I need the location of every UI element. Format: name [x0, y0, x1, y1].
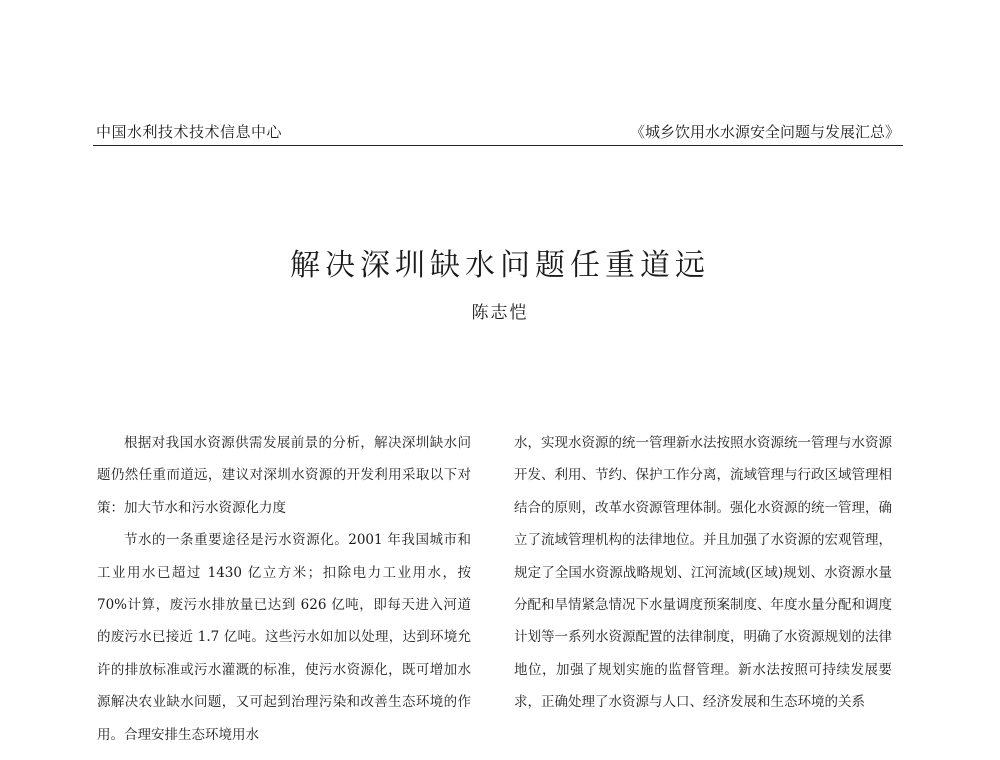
article-author: 陈志恺 — [471, 303, 529, 323]
body-column-right — [514, 427, 892, 760]
paragraph: 根据对我国水资源供需发展前景的分析，解决深圳缺水问题仍然任重而道远，建议对深圳水资源的开发利用采取以下对策：加大节水和污水资源化力度 — [97, 435, 471, 516]
header-rule — [93, 145, 903, 146]
running-header-right: 《城乡饮用水水源安全问题与发展汇总》 — [629, 123, 900, 141]
paragraph: 节水的一条重要途径是污水资源化。2001 年我国城市和工业用水已超过 1430 亿立方米；扣除电力工业用水，按 70%计算，废污水排放量已达到 626 亿吨，即每天进入河道的废污水已接近 1.7 亿吨。这些污水如加以处理，达到环境允许的排放标准或污水灌溉的标准，使污水资源化，既可增加水源解决农业缺水问题，又可起到治理污染和改善生态环境的作用。合理安排生态环境用水 — [97, 532, 471, 743]
article-title: 解决深圳缺水问题任重道远 — [290, 248, 710, 283]
body-column-left — [97, 427, 471, 760]
running-header-left: 中国水利技术技术信息中心 — [96, 123, 283, 141]
paragraph: 水，实现水资源的统一管理新水法按照水资源统一管理与水资源开发、利用、节约、保护工作分离，流域管理与行政区域管理相结合的原则，改革水资源管理体制。强化水资源的统一管理，确立了流域管理机构的法律地位。并且加强了水资源的宏观管理，规定了全国水资源战略规划、江河流域(区域)规划、水资源水量分配和旱情紧急情况下水量调度预案制度、年度水量分配和调度计划等一系列水资源配置的法律制度，明确了水资源规划的法律地位，加强了规划实施的监督管理。新水法按照可持续发展要求，正确处理了水资源与人口、经济发展和生态环境的关系 — [514, 435, 892, 711]
